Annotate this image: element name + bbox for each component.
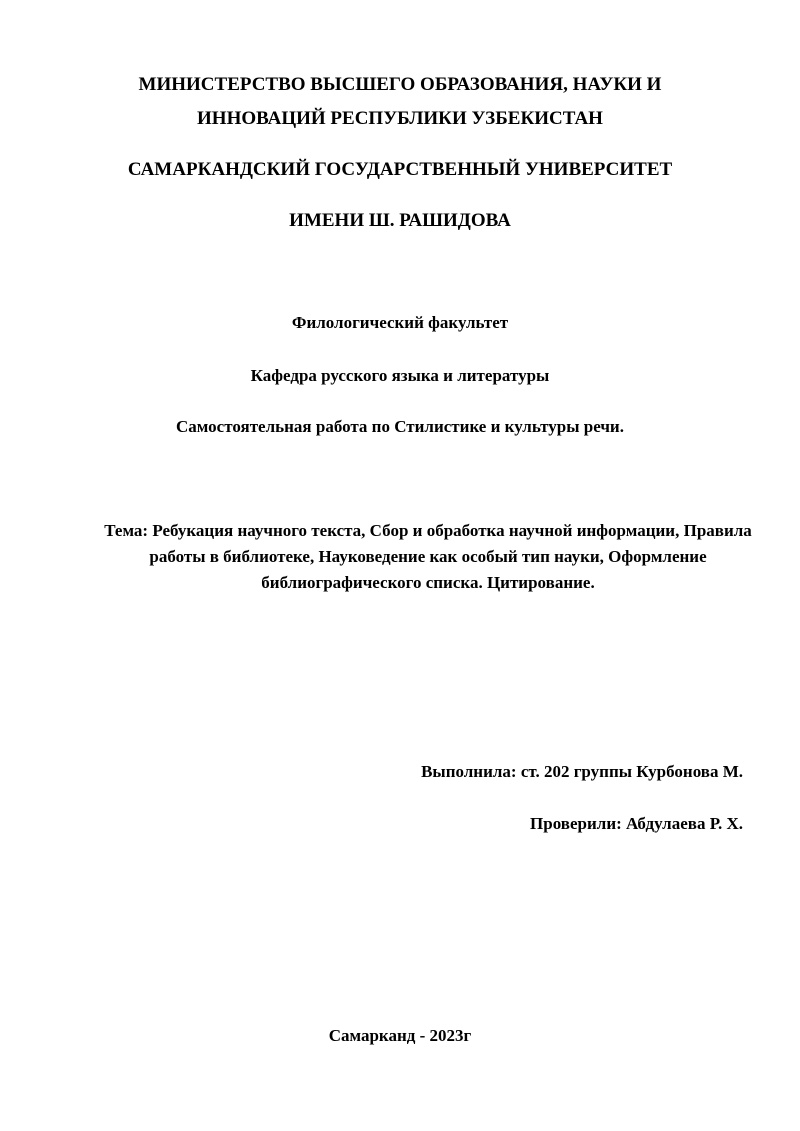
university-title-line2: ИМЕНИ Ш. РАШИДОВА xyxy=(289,210,511,231)
topic-paragraph: Тема: Ребукация научного текста, Сбор и обработка научной информации, Правила работы в библиотеке, Науковедение как особый тип науки, Оформление библиографического списка. Цитирование. xyxy=(104,521,752,592)
ministry-title-line1: МИНИСТЕРСТВО ВЫСШЕГО ОБРАЗОВАНИЯ, НАУКИ И xyxy=(138,74,662,95)
performed-by: Выполнила: ст. 202 группы Курбонова М. xyxy=(421,762,743,781)
chair-name: Кафедра русского языка и литературы xyxy=(250,366,550,385)
faculty-name: Филологический факультет xyxy=(291,313,509,332)
city-year: Самарканд - 2023г xyxy=(328,1026,472,1045)
university-title-line1: САМАРКАНДСКИЙ ГОСУДАРСТВЕННЫЙ УНИВЕРСИТЕТ xyxy=(127,159,673,180)
ministry-title-line2: ИННОВАЦИЙ РЕСПУБЛИКИ УЗБЕКИСТАН xyxy=(197,108,603,129)
work-type: Самостоятельная работа по Стилистике и культуры речи. xyxy=(176,417,624,436)
checked-by: Проверили: Абдулаева Р. Х. xyxy=(530,814,743,833)
